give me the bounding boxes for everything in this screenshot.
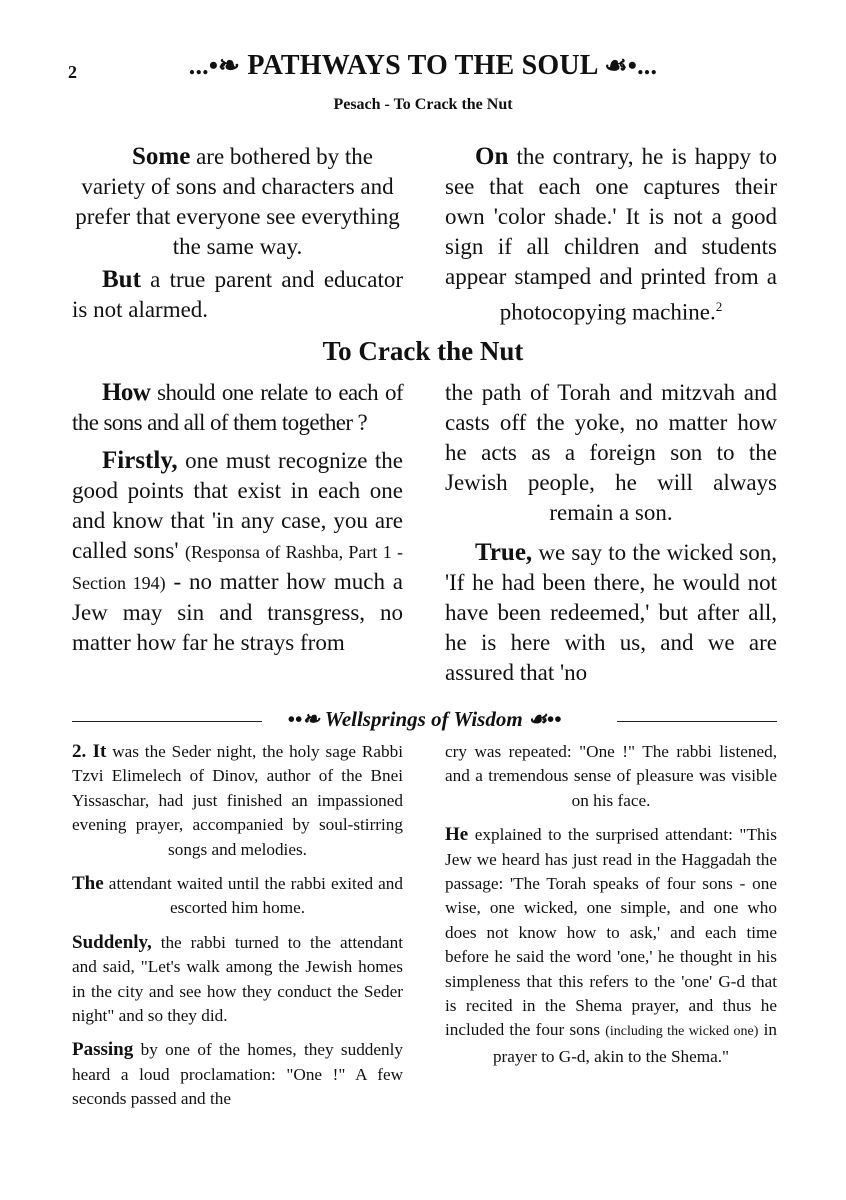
section-right-column — [445, 378, 777, 688]
intro-paragraph: Some are bothered by the variety of sons and characters and prefer that everyone see everything the same way. — [75, 143, 400, 259]
divider-ornament-left-icon: ••❧ — [287, 707, 320, 731]
footnote-left-column — [72, 740, 403, 1122]
ornament-right-icon: ☙•... — [604, 51, 658, 80]
page-number: 2 — [68, 62, 77, 82]
ornament-left-icon: ...•❧ — [188, 51, 241, 80]
footnote-divider — [72, 704, 777, 738]
footnote-ref[interactable]: 2 — [715, 299, 723, 314]
intro-right-column — [445, 142, 777, 328]
running-header — [0, 50, 846, 82]
section-left-column — [72, 378, 403, 658]
body-paragraph: How should one relate to each of the sons and all of them together ? — [72, 379, 403, 435]
body-paragraph: Firstly, one must recognize the good points that exist in each one and know that 'in any case, you are called sons' (Responsa of Rashba, Part 1 - Section 194) - no matter how much a Jew may sin and transgress, no matter how far he strays from — [72, 447, 403, 655]
footnote-right-column — [445, 740, 777, 1079]
footnote-paragraph: He explained to the surprised attendant: "This Jew we heard has just read in the Haggadah the passage: 'The Torah speaks of four sons - one wise, one wicked, one simple, and one who does not know how to ask,' and each time before he said the word 'one,' he thought in his simpleness that this refers to the 'one' G-d that is recited in the Shema prayer, and thus he included the four sons (including the wicked one) in prayer to G-d, akin to the Shema." — [445, 824, 777, 1066]
intro-paragraph: But a true parent and educator is not alarmed. — [72, 266, 403, 322]
divider-ornament-right-icon: ☙•• — [527, 707, 562, 731]
citation: (Responsa of Rashba, Part 1 - Section 194) — [72, 542, 403, 593]
body-paragraph: True, we say to the wicked son, 'If he had been there, he would not have been redeemed,' but after all, he is here with us, and we are assured that 'no — [445, 539, 777, 685]
section-title: To Crack the Nut — [322, 336, 524, 366]
book-title: PATHWAYS TO THE SOUL — [247, 50, 598, 81]
footnote-paragraph: cry was repeated: "One !" The rabbi listened, and a tremendous sense of pleasure was visible on his face. — [445, 742, 777, 810]
footnote-paragraph: The attendant waited until the rabbi exited and escorted him home. — [72, 873, 403, 918]
intro-left-column — [72, 142, 403, 325]
divider-label: Wellsprings of Wisdom — [324, 707, 523, 731]
chapter-subtitle: Pesach - To Crack the Nut — [333, 96, 513, 113]
intro-paragraph: On the contrary, he is happy to see that each one captures their own 'color shade.' It is not a good sign if all children and students appear stamped and printed from a photocopying machine.$^2$ — [445, 143, 777, 325]
body-paragraph: the path of Torah and mitzvah and casts off the yoke, no matter how he acts as a foreign son to the Jewish people, he will always remain a son. — [445, 380, 777, 525]
footnote-paragraph: 2. It was the Seder night, the holy sage Rabbi Tzvi Elimelech of Dinov, author of the Bnei Yissaschar, had just finished an impassioned evening prayer, accompanied by soul-stirring songs and melodies. — [72, 741, 403, 859]
footnote-paragraph: Suddenly, the rabbi turned to the attendant and said, "Let's walk among the Jewish homes in the city and see how they conduct the Seder night" and so they did. — [72, 931, 403, 1026]
footnote-paragraph: Passing by one of the homes, they suddenly heard a loud proclamation: "One !" A few seconds passed and the — [72, 1039, 403, 1109]
